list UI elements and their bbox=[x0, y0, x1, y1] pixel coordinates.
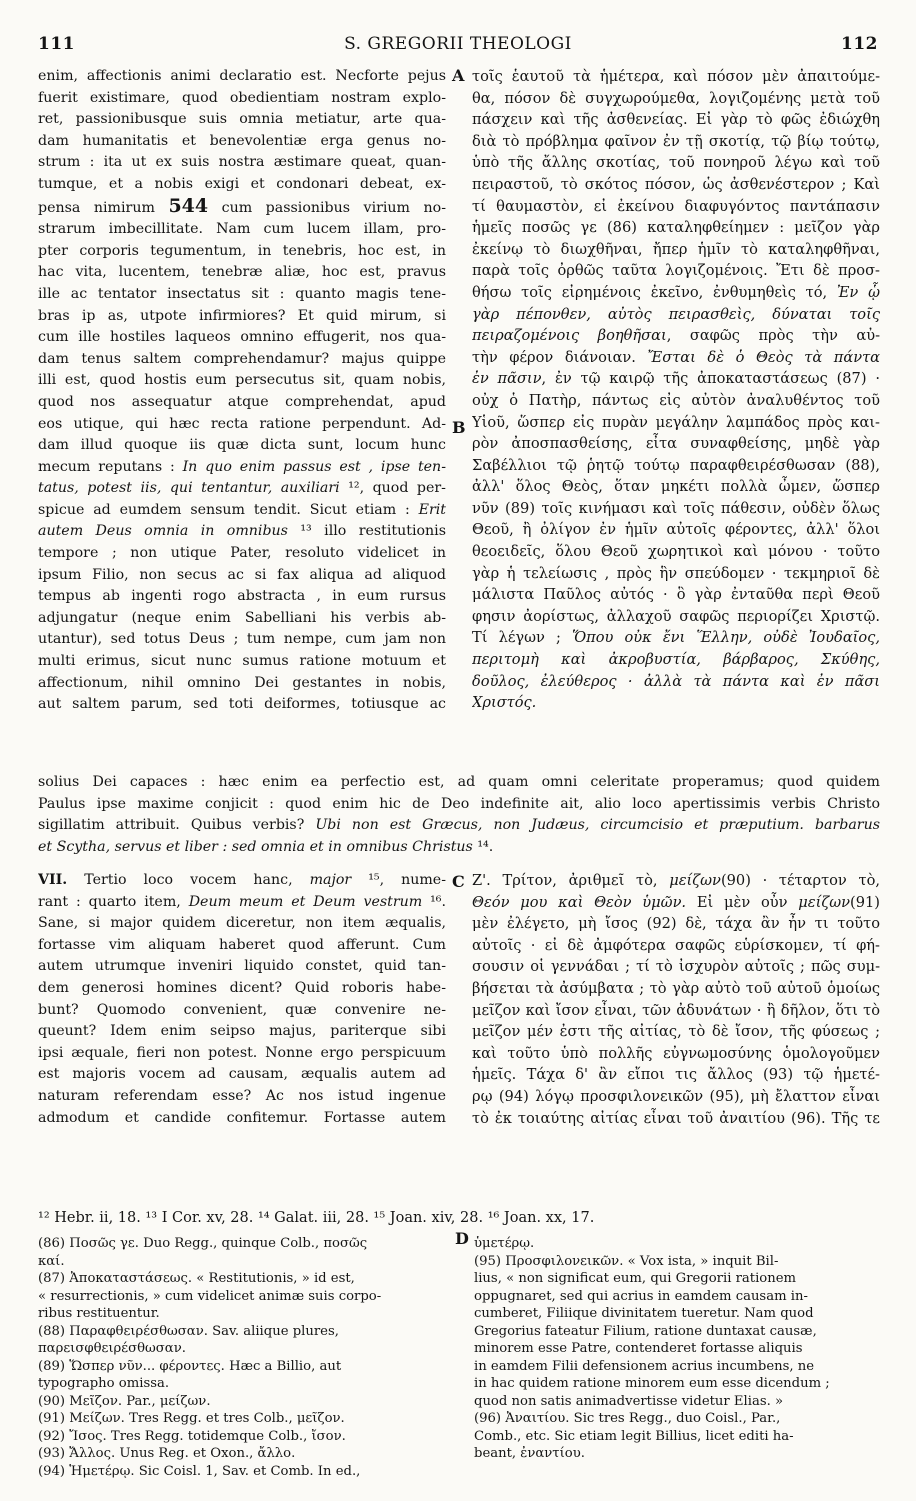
latin-line: ipsi æquale, fieri non potest. Nonne ergo perspicuum bbox=[38, 1044, 446, 1061]
greek-line: γὰρ ἡ τελείωσις , πρὸς ἣν σπεύδομεν · τεκμηριοῖ δὲ bbox=[472, 564, 880, 582]
greek-column-bottom bbox=[472, 870, 880, 1129]
latin-column-bottom bbox=[38, 870, 446, 1129]
latin-line: tatus, potest iis, qui tentantur, auxiliari ¹², quod per- bbox=[38, 480, 446, 497]
latin-line: bras ip as, utpote infirmiores? Et quid mirum, si bbox=[38, 307, 446, 324]
greek-line: Υἱοῦ, ὥσπερ εἰς πυρὰν μεγάλην λαμπάδος πρὸς και- bbox=[472, 413, 880, 431]
latin-column-top bbox=[38, 66, 446, 716]
note-line: minorem esse Patre, contenderet fortasse aliquis bbox=[474, 1341, 803, 1356]
note-line: (90) Μεῖζον. Par., μείζων. bbox=[38, 1393, 211, 1409]
note-line: Comb., etc. Sic etiam legit Billius, licet editi ha- bbox=[474, 1428, 794, 1444]
greek-line: πειραζομένοις βοηθῆσαι, σαφῶς πρὸς τὴν αὐ- bbox=[472, 327, 880, 345]
latin-line: enim, affectionis animi declaratio est. Necforte pejus bbox=[38, 68, 446, 84]
latin-line: admodum et candide confitemur. Fortasse autem bbox=[38, 1109, 446, 1126]
greek-line: δοῦλος, ἐλεύθερος · ἀλλὰ τὰ πάντα καὶ ἐν πᾶσι bbox=[472, 672, 880, 690]
note-line: ὑμετέρῳ. bbox=[474, 1236, 535, 1251]
latin-full-width bbox=[38, 772, 880, 858]
latin-line: ille ac tentator insectatus sit : quanto magis tene- bbox=[38, 285, 446, 302]
section-number: VII. bbox=[38, 872, 68, 888]
latin-line: fortasse vim aliquam haberet quod afferunt. Cum bbox=[38, 936, 446, 953]
latin-line: hac vita, lucentem, tenebræ aliæ, hoc est, pravus bbox=[38, 264, 446, 281]
margin-letter-d: D bbox=[455, 1229, 469, 1248]
greek-line: θήσω τοῖς εἰρημένοις ἐκεῖνο, ἐνθυμηθεὶς τό, Ἐν ᾧ bbox=[472, 283, 880, 301]
latin-line: strarum imbecillitate. Nam cum lucem illam, pro- bbox=[38, 221, 446, 238]
latin-line: spicue ad eumdem sensum tendit. Sicut etiam : Erit bbox=[38, 501, 446, 518]
note-line: ribus restituentur. bbox=[38, 1306, 160, 1321]
greek-line: τί θαυμαστὸν, εἰ ἐκείνου διαφυγόντος παντάπασιν bbox=[472, 197, 880, 215]
latin-line: dem generosi homines dicent? Quid roboris habe- bbox=[38, 979, 446, 996]
latin-line: Sane, si major quidem diceretur, non item æqualis, bbox=[38, 915, 446, 932]
note-line: καί. bbox=[38, 1253, 65, 1269]
latin-line: solius Dei capaces : hæc enim ea perfectio est, ad quam omni celeritate properamus; quod quidem bbox=[38, 774, 880, 790]
note-line: (92) Ἴσος. Tres Regg. totidemque Colb., ἴσον. bbox=[38, 1428, 346, 1444]
greek-line: θα, πόσον δὲ συγχωρούμεθα, λογιζομένης μετὰ τοῦ bbox=[472, 89, 880, 107]
page-number-left: 111 bbox=[38, 34, 75, 54]
greek-line: Χριστός. bbox=[472, 694, 537, 712]
greek-line: νῦν (89) τοῖς κινήμασι καὶ τοῖς πάθεσιν, οὐδὲν ὅλως bbox=[472, 499, 880, 517]
greek-line: διὰ τὸ πρόβλημα φαῖνον ἐν τῇ σκοτίᾳ, τῷ βίῳ τούτῳ, bbox=[472, 132, 880, 150]
greek-line: ἡμεῖς ποσῶς γε (86) καταληφθείημεν : μεῖζον γὰρ bbox=[472, 219, 880, 237]
greek-line: βήσεται τὰ ἀσύμβατα ; τὸ γὰρ αὐτὸ τοῦ αὐτοῦ ὁμοίως bbox=[472, 979, 880, 997]
greek-line: φησιν ἀορίστως, ἀλλαχοῦ σαφῶς περιορίζει Χριστῷ. bbox=[472, 607, 880, 625]
latin-line: dam tenus saltem comprehendamur? majus quippe bbox=[38, 350, 446, 367]
greek-line: Θεόν μου καὶ Θεὸν ὑμῶν. Εἰ μὲν οὖν μείζων(91) bbox=[472, 893, 880, 911]
greek-line: ἐν πᾶσιν, ἐν τῷ καιρῷ τῆς ἀποκαταστάσεως (87) · bbox=[472, 370, 880, 388]
greek-line: ἡμεῖς. Τάχα δ' ἂν εἴποι τις ἄλλος (93) τῷ ἡμετέ- bbox=[472, 1066, 880, 1084]
note-line: (89) Ὥσπερ νῦν... φέροντες. Hæc a Billio, aut bbox=[38, 1358, 342, 1374]
page-title: S. GREGORII THEOLOGI bbox=[344, 34, 572, 54]
latin-line: quod nos assequatur atque comprehendat, apud bbox=[38, 393, 446, 410]
note-line: typographo omissa. bbox=[38, 1376, 170, 1391]
greek-line: αὐτοῖς · εἰ δὲ ἀμφότερα σαφῶς εὑρίσκομεν, τί φή- bbox=[472, 936, 880, 954]
note-line: cumberet, Filiique divinitatem tueretur. Nam quod bbox=[474, 1306, 814, 1321]
latin-line: illi est, quod hostis eum persecutus sit, quam nobis, bbox=[38, 372, 446, 389]
note-line: in hac quidem ratione minorem eum esse dicendum ; bbox=[474, 1376, 830, 1391]
greek-line: σουσιν οἱ γεννάδαι ; τί τὸ ἰσχυρὸν αὐτοῖς ; πῶς συμ- bbox=[472, 958, 880, 976]
greek-line: περιτομὴ καὶ ἀκροβυστία, βάρβαρος, Σκύθης, bbox=[472, 651, 880, 669]
note-line: Gregorius fateatur Filium, ratione duntaxat causæ, bbox=[474, 1323, 817, 1339]
greek-line: παρὰ τοῖς ὀρθῶς ταῦτα λογιζομένοις. Ἔτι δὲ προσ- bbox=[472, 262, 880, 280]
latin-line: ipsum Filio, non secus ac si fax aliqua ad aliquod bbox=[38, 566, 446, 583]
greek-line: θεοειδεῖς, ὅλου Θεοῦ χωρητικοὶ καὶ μόνου · τοῦτο bbox=[472, 543, 880, 561]
latin-line: rant : quarto item, Deum meum et Deum vestrum ¹⁶. bbox=[38, 893, 446, 910]
note-line: (91) Μείζων. Tres Regg. et tres Colb., μεῖζον. bbox=[38, 1411, 345, 1426]
page-number-right: 112 bbox=[841, 34, 878, 54]
greek-line: καὶ τοῦτο ὑπὸ πολλῆς εὐγνωμοσύνης ὁμολογοῦμεν bbox=[472, 1044, 880, 1062]
editorial-notes-right bbox=[474, 1235, 880, 1463]
greek-line: μεῖζον μέν ἐστι τῆς αἰτίας, τὸ δὲ ἴσον, τῆς φύσεως ; bbox=[472, 1023, 880, 1041]
latin-line: dam illud quoque iis quæ dicta sunt, locum hunc bbox=[38, 437, 446, 454]
greek-line: τὸ ἐκ τοιαύτης αἰτίας εἶναι τοῦ ἀναιτίου (96). Τῆς τε bbox=[472, 1109, 880, 1127]
latin-line: cum ille hostiles laqueos omnino effugerit, nos qua- bbox=[38, 329, 446, 346]
note-line: (88) Παραφθειρέσθωσαν. Sav. aliique plures, bbox=[38, 1323, 339, 1339]
latin-line: autem Deus omnia in omnibus ¹³ illo restitutionis bbox=[38, 523, 446, 540]
greek-line: πάσχειν καὶ τῆς ἀσθενείας. Εἰ γὰρ τὸ φῶς ἐδιώχθη bbox=[472, 111, 880, 129]
greek-line: Τί λέγων ; Ὅπου οὐκ ἔνι Ἕλλην, οὐδὲ Ἰουδαῖος, bbox=[472, 629, 880, 647]
latin-line: ret, passionibusque suis omnia metiatur, arte qua- bbox=[38, 111, 446, 128]
latin-line: affectionum, nihil omnino Dei gestantes in nobis, bbox=[38, 674, 446, 691]
latin-line: fuerit existimare, quod obedientiam nostram explo- bbox=[38, 89, 446, 106]
latin-line: autem utrumque inveniri liquido constet, quid tan- bbox=[38, 958, 446, 975]
note-line: quod non satis animadvertisse videtur Elias. » bbox=[474, 1393, 784, 1409]
note-line: lius, « non significat eum, qui Gregorii rationem bbox=[474, 1271, 797, 1286]
note-line: (94) Ἡμετέρῳ. Sic Coisl. 1, Sav. et Comb. In ed., bbox=[38, 1463, 361, 1479]
latin-line: et Scytha, servus et liber : sed omnia et in omnibus Christus ¹⁴. bbox=[38, 838, 494, 855]
latin-line: tempore ; non utique Pater, resoluto videlicet in bbox=[38, 545, 446, 562]
latin-line: pensa nimirum 544 cum passionibus virium no- bbox=[38, 195, 446, 217]
greek-line: ρὸν ἀποσπασθείσης, εἶτα συναφθείσης, μηδὲ γὰρ bbox=[472, 435, 880, 453]
latin-line: utantur), sed totus Deus ; tum nempe, cum jam non bbox=[38, 631, 446, 648]
greek-line: πειραστοῦ, τὸ σκότος πόσον, ὡς ἀσθενέστερον ; Καὶ bbox=[472, 175, 880, 193]
latin-line: tumque, et a nobis exigi et condonari debeat, ex- bbox=[38, 175, 446, 192]
note-line: (87) Ἀποκαταστάσεως. « Restitutionis, » id est, bbox=[38, 1271, 355, 1286]
note-line: (93) Ἄλλος. Unus Reg. et Oxon., ἄλλο. bbox=[38, 1446, 296, 1461]
note-line: beant, ἐναντίου. bbox=[474, 1446, 585, 1461]
scripture-references: ¹² Hebr. ii, 18. ¹³ I Cor. xv, 28. ¹⁴ Galat. iii, 28. ¹⁵ Joan. xiv, 28. ¹⁶ Joan. xx, 17. bbox=[38, 1210, 595, 1226]
greek-line: ρῳ (94) λόγῳ προσφιλονεικῶν (95), μὴ ἔλαττον εἶναι bbox=[472, 1087, 880, 1105]
latin-line: adjungatur (neque enim Sabelliani his verbis ab- bbox=[38, 609, 446, 626]
note-line: in eamdem Filii defensionem acrius incumbens, ne bbox=[474, 1358, 815, 1374]
column-number: 544 bbox=[168, 195, 209, 217]
greek-line: ἀλλ' ὅλος Θεὸς, ὅταν μηκέτι πολλὰ ὦμεν, ὥσπερ bbox=[472, 478, 880, 496]
note-line: oppugnaret, sed qui acrius in eamdem causam in- bbox=[474, 1288, 808, 1304]
greek-line: Σαβέλλιοι τῷ ῥητῷ τούτῳ παραφθειρέσθωσαν (88), bbox=[472, 456, 880, 474]
latin-line: pter corporis tegumentum, in tenebris, hoc est, in bbox=[38, 242, 446, 259]
latin-line: VII. Tertio loco vocem hanc, major ¹⁵, nume- bbox=[38, 872, 446, 888]
latin-line: dam humanitatis et benevolentiæ erga genus no- bbox=[38, 132, 446, 149]
greek-line: ἐκείνῳ τὸ διωχθῆναι, ἤπερ ἡμῖν τὸ καταληφθῆναι, bbox=[472, 240, 880, 258]
latin-line: naturam referendam esse? Ac nos istud ingenue bbox=[38, 1087, 446, 1104]
latin-line: bunt? Quomodo convenient, quæ convenire ne- bbox=[38, 1001, 446, 1018]
latin-line: queunt? Idem enim seipso majus, pariterque sibi bbox=[38, 1023, 446, 1040]
latin-line: multi erimus, sicut nunc sumus ratione motuum et bbox=[38, 653, 446, 670]
note-line: (86) Ποσῶς γε. Duo Regg., quinque Colb., ποσῶς bbox=[38, 1236, 368, 1251]
latin-line: aut saltem parum, sed toti deiformes, totiusque ac bbox=[38, 696, 446, 713]
greek-line: ὑπὸ τῆς ἄλλης σκοτίας, τοῦ πονηροῦ λέγω καὶ τοῦ bbox=[472, 154, 880, 172]
greek-line: μάλιστα Παῦλος αὐτός · ὃ γὰρ ἐνταῦθα περὶ Θεοῦ bbox=[472, 586, 880, 604]
latin-line: sigillatim attribuit. Quibus verbis? Ubi non est Græcus, non Judæus, circumcisio et præputium. barbarus bbox=[38, 817, 880, 834]
editorial-notes-left bbox=[38, 1235, 458, 1480]
greek-line: οὐχ ὁ Πατὴρ, πάντως εἰς αὐτὸν ἀναλυθέντος τοῦ bbox=[472, 391, 880, 409]
greek-line: Ζ'. Τρίτον, ἀριθμεῖ τὸ, μείζων(90) · τέταρτον τὸ, bbox=[472, 872, 880, 889]
greek-column-top bbox=[472, 66, 880, 714]
note-line: (95) Προσφιλονεικῶν. « Vox ista, » inquit Bil- bbox=[474, 1253, 779, 1269]
margin-letter-a: A bbox=[452, 66, 465, 85]
latin-line: mecum reputans : In quo enim passus est , ipse ten- bbox=[38, 458, 446, 475]
latin-line: eos utique, qui hæc recta ratione perpendunt. Ad- bbox=[38, 415, 446, 432]
margin-letter-b: B bbox=[452, 418, 466, 437]
greek-line: τὴν φέρον διάνοιαν. Ἔσται δὲ ὁ Θεὸς τὰ πάντα bbox=[472, 348, 880, 366]
greek-line: Θεοῦ, ἢ ὀλίγον ἐν ἡμῖν αὐτοῖς φέροντες, ἀλλ' ὅλοι bbox=[472, 521, 880, 539]
greek-line: γὰρ πέπονθεν, αὐτὸς πειρασθεὶς, δύναται τοῖς bbox=[472, 305, 880, 323]
latin-line: tempus ab ingenti rogo abstracta , in eum rursus bbox=[38, 588, 446, 605]
latin-line: Paulus ipse maxime conjicit : quod enim hic de Deo indefinite ait, alio loco apertissimis verbis Christo bbox=[38, 795, 880, 812]
greek-line: μεῖζον καὶ ἴσον εἶναι, τῶν ἀδυνάτων · ἢ δῆλον, ὅτι τὸ bbox=[472, 1001, 880, 1019]
latin-line: strum : ita ut ex suis nostra æstimare queat, quan- bbox=[38, 154, 446, 171]
note-line: παρεισφθειρέσθωσαν. bbox=[38, 1341, 186, 1356]
greek-line: τοῖς ἑαυτοῦ τὰ ἡμέτερα, καὶ πόσον μὲν ἀπαιτούμε- bbox=[472, 68, 880, 85]
greek-line: μὲν ἐλέγετο, μὴ ἴσος (92) δὲ, τάχα ἂν ἦν τι τοῦτο bbox=[472, 915, 880, 933]
note-line: « resurrectionis, » cum videlicet animæ suis corpo- bbox=[38, 1288, 382, 1304]
margin-letter-c: C bbox=[452, 872, 465, 891]
running-header bbox=[38, 34, 878, 60]
note-line: (96) Ἀναιτίου. Sic tres Regg., duo Coisl., Par., bbox=[474, 1411, 781, 1426]
latin-line: est majoris vocem ad causam, æqualis autem ad bbox=[38, 1066, 446, 1083]
